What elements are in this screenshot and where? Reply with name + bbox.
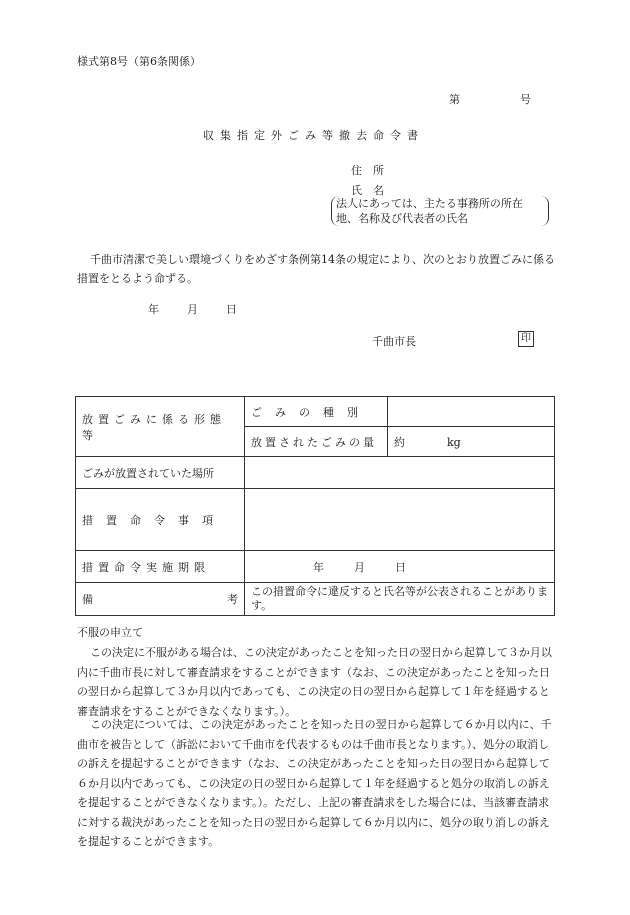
- year-label: 年: [313, 560, 324, 574]
- waste-form-label: 放置ごみに係る形態等: [76, 397, 245, 457]
- waste-type-label: ごみの種別: [245, 397, 388, 427]
- waste-amount-label: 放置されたごみの量: [245, 427, 388, 457]
- table-row: [76, 489, 555, 551]
- table-row: [76, 457, 555, 489]
- remarks-note: この措置命令に違反すると氏名等が公表されることがあります。: [245, 583, 555, 616]
- table-row: [76, 551, 555, 583]
- remarks-label-right: 考: [227, 593, 238, 606]
- order-body-text: 千曲市清潔で美しい環境づくりをめざす条例第14条の規定により、次のとおり放置ごみに係る措置をとるよう命ずる。: [77, 253, 555, 285]
- year-label: 年: [148, 303, 159, 316]
- approx-prefix: 約: [394, 435, 405, 449]
- deadline-value[interactable]: [245, 551, 555, 583]
- address-label: 住 所: [351, 164, 384, 177]
- day-label: 日: [226, 303, 237, 316]
- number-prefix: 第: [449, 93, 460, 106]
- objection-paragraph-1: この決定に不服がある場合は、この決定があったことを知った日の翌日から起算して３か月以内に千曲市長に対して審査請求をすることができます（なお、この決定があったことを知った日の翌日から起算して３か月以内であっても、この決定の日の翌日から起算して１年を経過すると審査請求をすることができなくなります。）。: [77, 646, 552, 718]
- form-number: 様式第8号（第6条関係）: [77, 55, 201, 68]
- document-title: 収集指定外ごみ等撤去命令書: [203, 129, 424, 142]
- waste-amount-value[interactable]: [388, 427, 555, 457]
- dump-location-label: ごみが放置されていた場所: [76, 457, 245, 489]
- remarks-label-left: 備: [82, 593, 93, 606]
- seal-mark: 印: [518, 331, 534, 347]
- objection-title: 不服の申立て: [77, 626, 143, 639]
- number-suffix: 号: [520, 93, 531, 106]
- dump-location-value[interactable]: [245, 457, 555, 489]
- name-label: 氏 名: [351, 184, 384, 197]
- deadline-label: 措置命令実施期限: [76, 551, 245, 583]
- table-row: [76, 397, 555, 427]
- remarks-label: [76, 583, 245, 616]
- day-label: 日: [395, 560, 406, 574]
- order-items-value[interactable]: [245, 489, 555, 551]
- order-items-label: 措置命令事項: [76, 489, 245, 551]
- month-label: 月: [187, 303, 198, 316]
- waste-type-value[interactable]: [388, 397, 555, 427]
- objection-paragraph-2: この決定については、この決定があったことを知った日の翌日から起算して６か月以内に、千曲市を被告として（訴訟において千曲市を代表するものは千曲市長となります。）、処分の取消しの訴えを提起することができます（なお、この決定があったことを知った日の翌日から起算して６か月以内であっても、この決定の日の翌日から起算して１年を経過すると処分の取消しの訴えを提起することができなくなります。）。ただし、上記の審査請求をした場合には、当該審査請求に対する裁決があったことを知った日の翌日から起算して６か月以内に、処分の取り消しの訴えを提起することができます。: [77, 718, 552, 848]
- table-row: [76, 583, 555, 616]
- corporate-note: 法人にあっては、主たる事務所の所在地、名称及び代表者の氏名: [331, 196, 549, 226]
- issue-date: [148, 301, 237, 317]
- month-label: 月: [354, 560, 365, 574]
- document-number-line: [449, 91, 531, 107]
- issuer-name: 千曲市長: [372, 335, 416, 348]
- order-details-table: [75, 396, 555, 616]
- kg-unit: kg: [447, 435, 461, 449]
